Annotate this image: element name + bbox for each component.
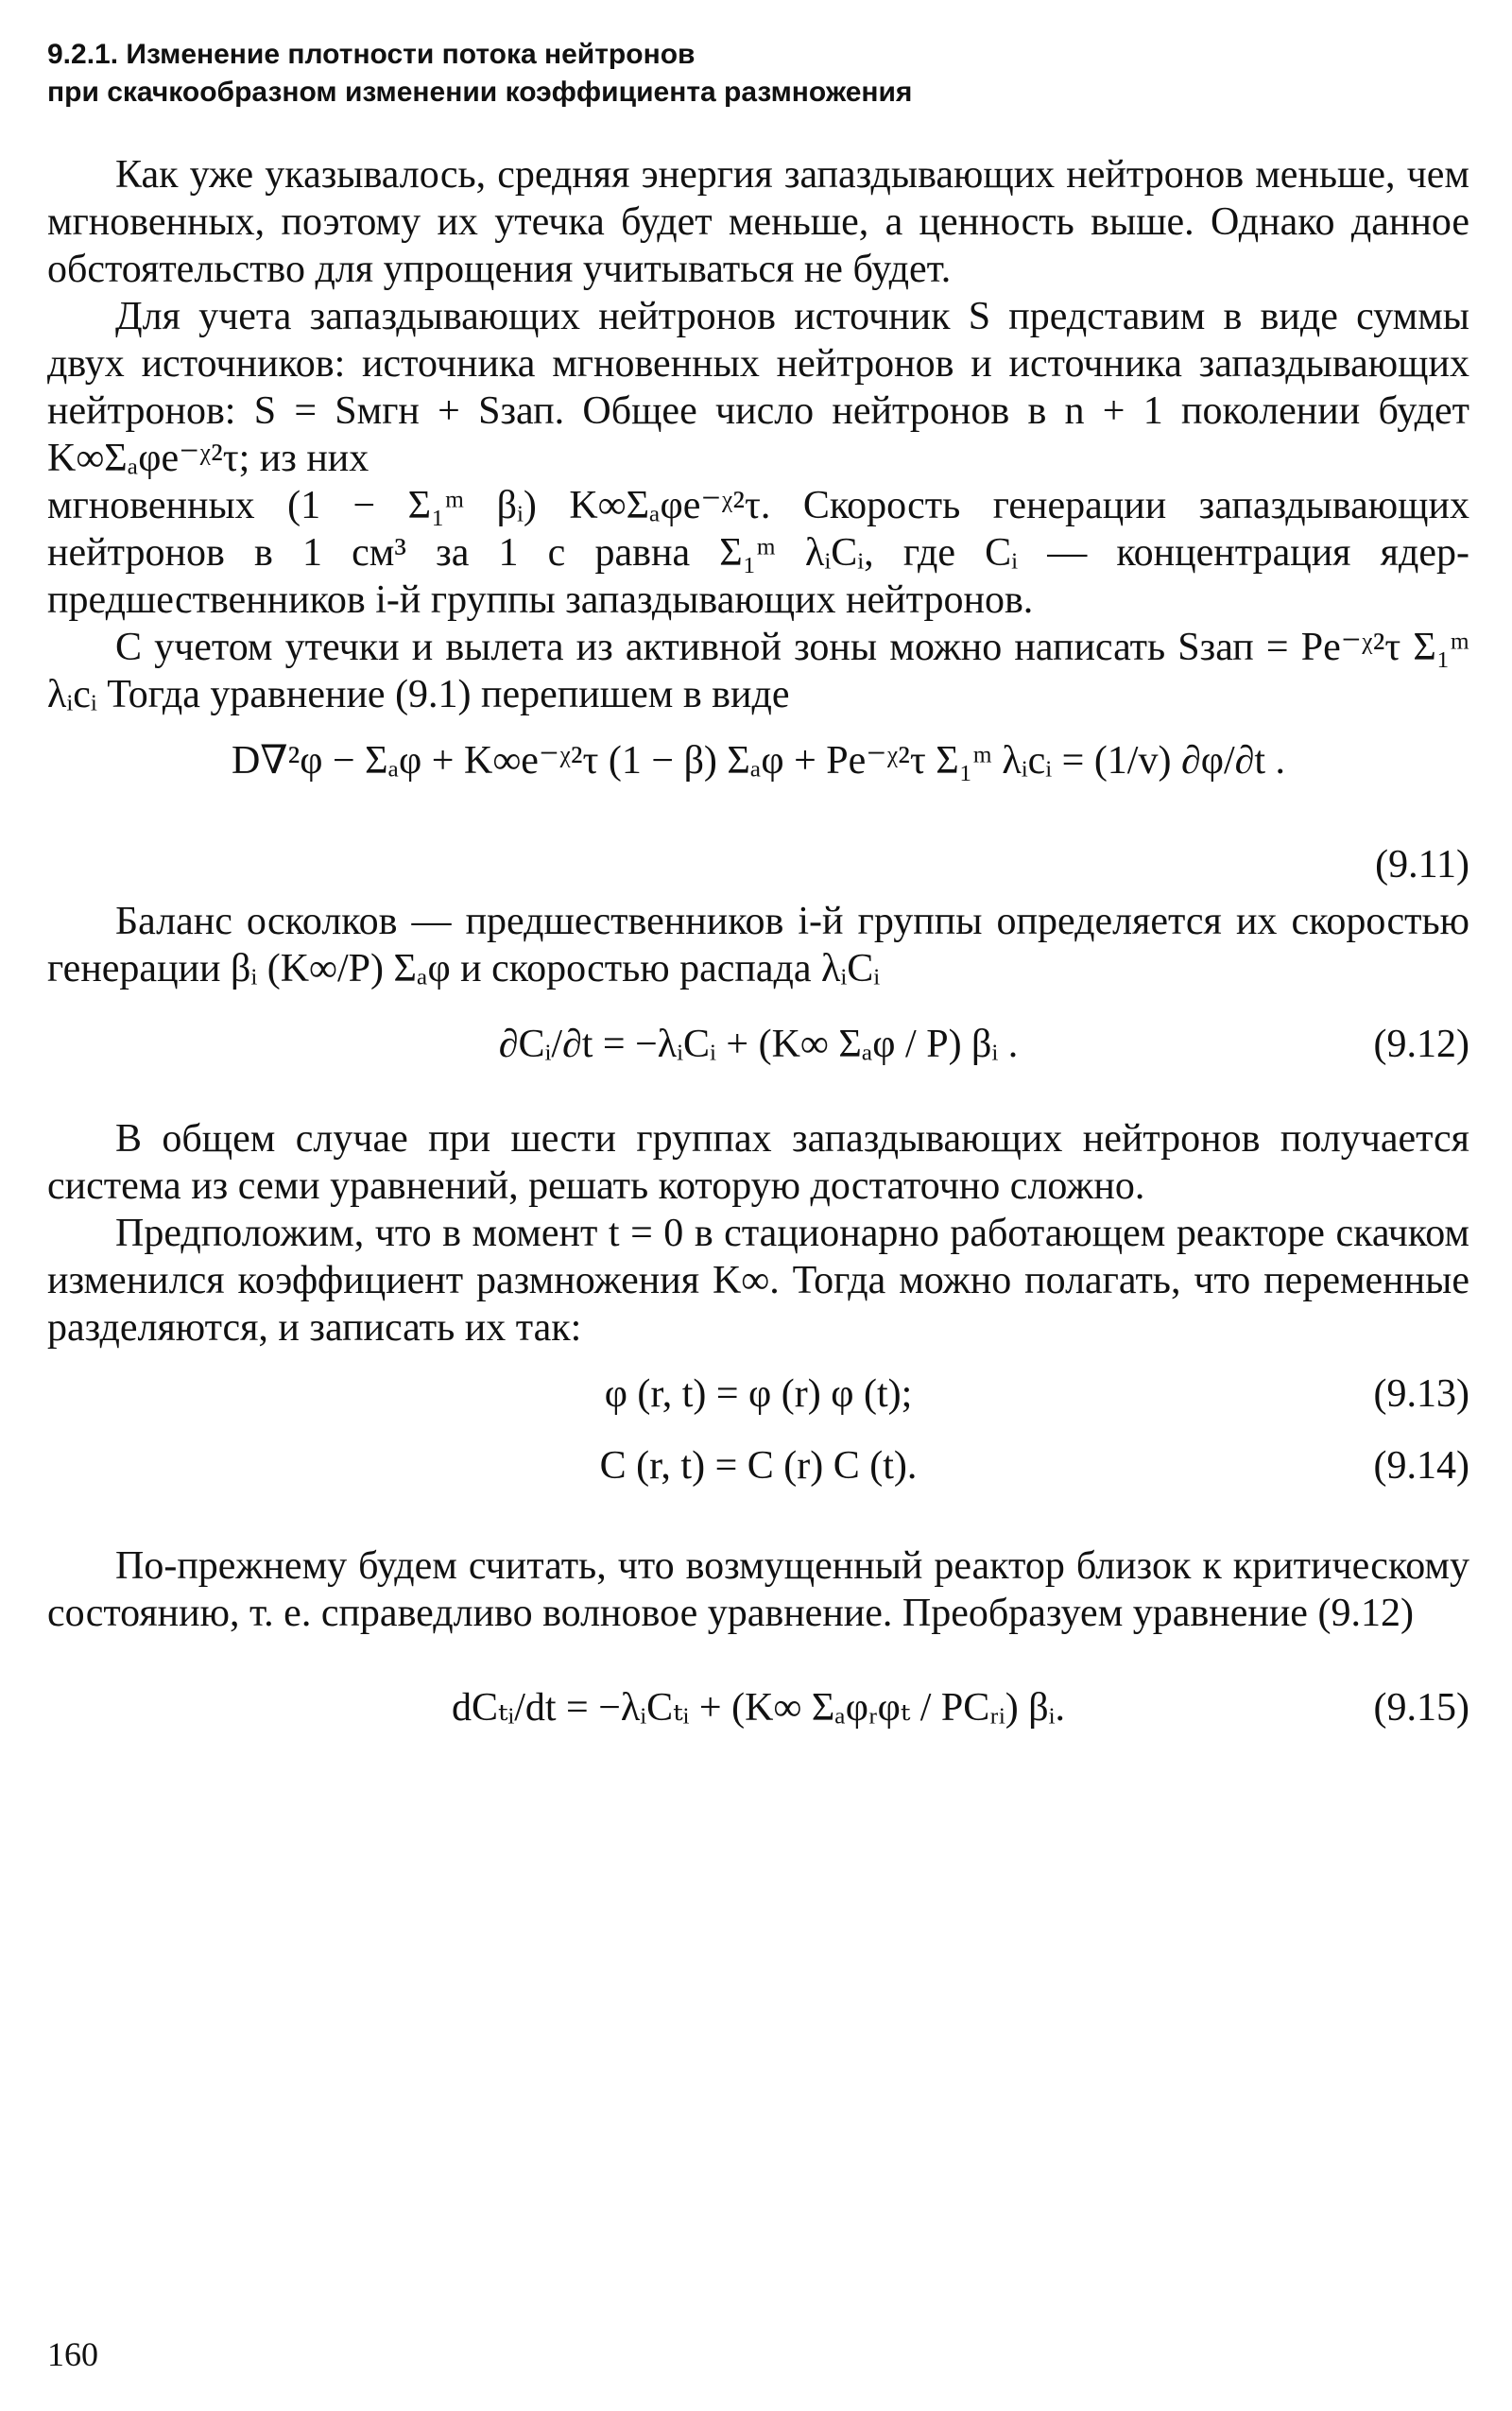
heading-line-2: при скачкообразном изменении коэффициента размножения xyxy=(47,77,913,108)
equation-9-14-formula: C (r, t) = C (r) C (t). xyxy=(599,1444,918,1488)
section-heading xyxy=(47,36,1465,112)
page-number: 160 xyxy=(47,2335,98,2373)
paragraph-5: В общем случае при шести группах запаздывающих нейтронов получается система из семи уравнений, решать которую достаточно сложно. xyxy=(47,1117,1469,1208)
equation-9-12 xyxy=(47,1002,1469,1106)
equation-9-13-formula: φ (r, t) = φ (r) φ (t); xyxy=(604,1372,913,1416)
equation-9-13-number: (9.13) xyxy=(1373,1372,1469,1416)
equation-9-11-formula: D∇²φ − Σₐφ + K∞e⁻ᵡ²τ (1 − β) Σₐφ + Pe⁻ᵡ²τ Σ₁ᵐ λᵢcᵢ = (1/v) ∂φ/∂t . xyxy=(231,739,1286,783)
paragraph-2a: Для учета запаздывающих нейтронов источник S представим в виде суммы двух источников: источника мгновенных нейтронов и источника запаздывающих нейтронов: S = Sмгн + Sзап. Общее число нейтронов в n + 1 поколении будет K∞Σₐφe⁻ᵡ²τ; из них xyxy=(47,295,1469,480)
paragraph-6: Предположим, что в момент t = 0 в стационарно работающем реакторе скачком изменился коэффициент размножения K∞. Тогда можно полагать, что переменные разделяются, и записать их так: xyxy=(47,1212,1469,1350)
equation-9-15-formula: dCₜᵢ/dt = −λᵢCₜᵢ + (K∞ Σₐφᵣφₜ / PCᵣᵢ) βᵢ. xyxy=(451,1686,1066,1730)
equation-9-11 xyxy=(47,728,1469,832)
equation-9-15 xyxy=(47,1646,1469,1750)
equation-9-14-number: (9.14) xyxy=(1373,1444,1469,1488)
equation-9-14 xyxy=(47,1442,1469,1514)
equation-9-13 xyxy=(47,1361,1469,1433)
paragraph-4: Баланс осколков — предшественников i-й группы определяется их скоростью генерации βᵢ (K∞/P) Σₐφ и скоростью распада λᵢCᵢ xyxy=(47,900,1469,990)
heading-line-1: 9.2.1. Изменение плотности потока нейтронов xyxy=(47,39,696,70)
equation-9-12-formula: ∂Cᵢ/∂t = −λᵢCᵢ + (K∞ Σₐφ / P) βᵢ . xyxy=(498,1023,1019,1066)
paragraph-3: С учетом утечки и вылета из активной зоны можно написать Sзап = Pe⁻ᵡ²τ Σ₁ᵐ λᵢcᵢ Тогда уравнение (9.1) перепишем в виде xyxy=(47,626,1469,716)
body-text xyxy=(47,151,1469,1760)
equation-9-11-number: (9.11) xyxy=(1375,843,1469,887)
equation-9-12-number: (9.12) xyxy=(1373,1023,1469,1066)
paragraph-2b: мгновенных (1 − Σ₁ᵐ βᵢ) K∞Σₐφe⁻ᵡ²τ. Скорость генерации запаздывающих нейтронов в 1 см³ за 1 с равна Σ₁ᵐ λᵢCᵢ, где Cᵢ — концентрация ядер-предшественников i-й группы запаздывающих нейтронов. xyxy=(47,484,1469,622)
equation-9-15-number: (9.15) xyxy=(1373,1686,1469,1730)
paragraph-7: По-прежнему будем считать, что возмущенный реактор близок к критическому состоянию, т. е. справедливо волновое уравнение. Преобразуем уравнение (9.12) xyxy=(47,1544,1469,1635)
paragraph-1: Как уже указывалось, средняя энергия запаздывающих нейтронов меньше, чем мгновенных, поэтому их утечка будет меньше, а ценность выше. Однако данное обстоятельство для упрощения учитываться не будет. xyxy=(47,153,1469,291)
